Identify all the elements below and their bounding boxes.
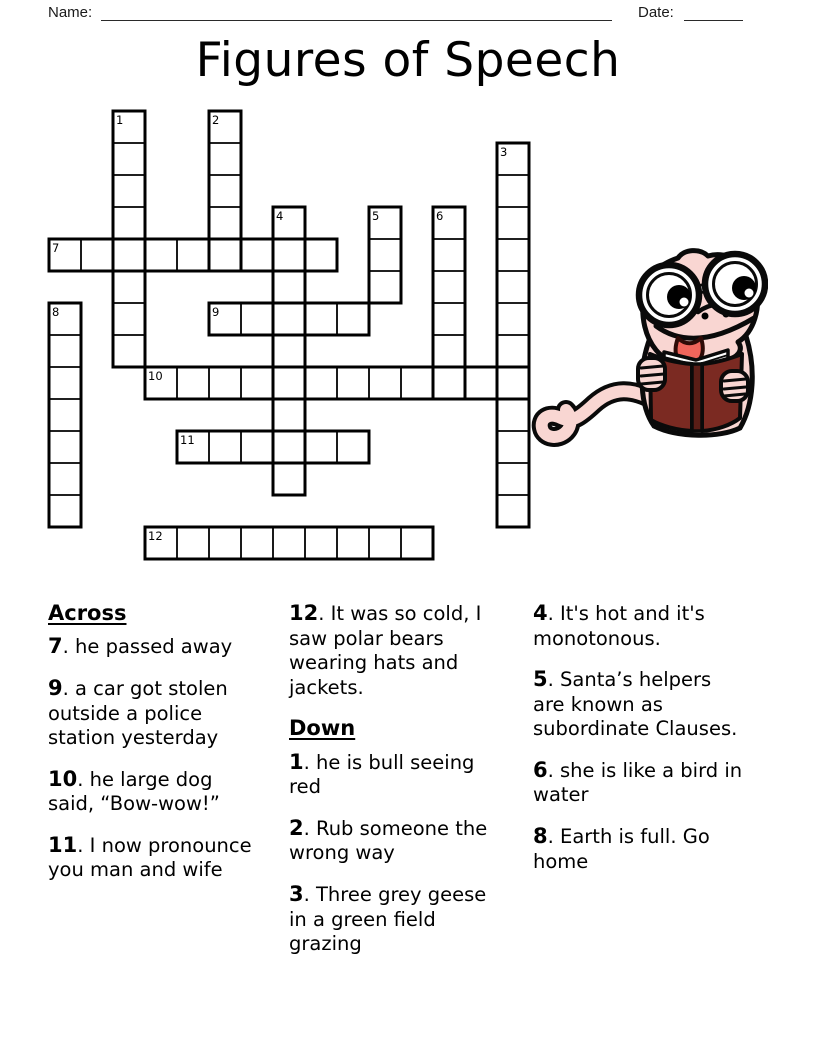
cell-number-3: 3 — [500, 145, 508, 159]
clue-column-left — [48, 600, 260, 898]
bookworm-illustration — [528, 242, 768, 447]
clue-item-8: 8. Earth is full. Go home — [533, 823, 710, 873]
page-title: Figures of Speech — [195, 33, 621, 88]
cell-number-5: 5 — [372, 209, 380, 223]
clue-number: 6 — [533, 757, 548, 782]
clue-column-middle — [289, 600, 501, 972]
clue-item-11: 11. I now pronounce you man and wife — [48, 832, 252, 882]
clue-number: 5 — [533, 667, 548, 692]
left-eye-pupil — [667, 285, 691, 309]
clue-number: 9 — [48, 676, 63, 701]
word-9-cells — [209, 303, 369, 335]
clue-number: 4 — [533, 601, 548, 625]
clue-number: 11 — [48, 832, 78, 857]
date-label: Date: — [638, 4, 674, 21]
clue-item-6: 6. she is like a bird in water — [533, 757, 743, 807]
cell-number-11: 11 — [180, 433, 195, 447]
word-8-cells — [49, 303, 81, 527]
cell-number-10: 10 — [148, 369, 163, 383]
clue-item-7: 7. he passed away — [48, 634, 233, 659]
cell-number-2: 2 — [212, 113, 220, 127]
clue-item-3: 3. Three grey geese in a green field grazing — [289, 881, 487, 956]
nostril-left — [702, 313, 709, 320]
clue-column-right — [533, 600, 745, 889]
clue-number: 7 — [48, 634, 63, 659]
worm-right-hand — [721, 371, 748, 401]
clue-item-4: 4. It's hot and it's monotonous. — [533, 601, 705, 650]
clue-number: 8 — [533, 823, 548, 848]
cell-number-7: 7 — [52, 241, 60, 255]
clue-item-5: 5. Santa’s helpers are known as subordinate Clauses. — [533, 667, 738, 741]
clue-item-10: 10. he large dog said, “Bow-wow!” — [48, 766, 220, 816]
clue-number: 10 — [48, 766, 78, 791]
cell-number-1: 1 — [116, 113, 124, 127]
cell-number-9: 9 — [212, 305, 220, 319]
right-eye-pupil — [732, 276, 756, 300]
clue-item-9: 9. a car got stolen outside a police station yesterday — [48, 676, 228, 750]
down-heading: Down — [289, 716, 356, 741]
clue-number: 2 — [289, 815, 304, 840]
clue-item-1: 1. he is bull seeing red — [289, 749, 475, 799]
cell-number-4: 4 — [276, 209, 284, 223]
cell-number-8: 8 — [52, 305, 60, 319]
name-label: Name: — [48, 4, 93, 21]
cell-number-6: 6 — [436, 209, 444, 223]
clue-item-2: 2. Rub someone the wrong way — [289, 815, 488, 865]
across-heading: Across — [48, 601, 127, 625]
word-12-cells — [145, 527, 433, 559]
clue-item-12: 12. It was so cold, I saw polar bears wearing hats and jackets. — [289, 601, 482, 699]
clue-number: 1 — [289, 749, 304, 774]
cell-number-12: 12 — [148, 529, 163, 543]
clue-number: 12 — [289, 601, 319, 625]
worm-left-hand — [638, 358, 665, 390]
clue-number: 3 — [289, 881, 304, 906]
word-7-cells — [49, 239, 337, 271]
